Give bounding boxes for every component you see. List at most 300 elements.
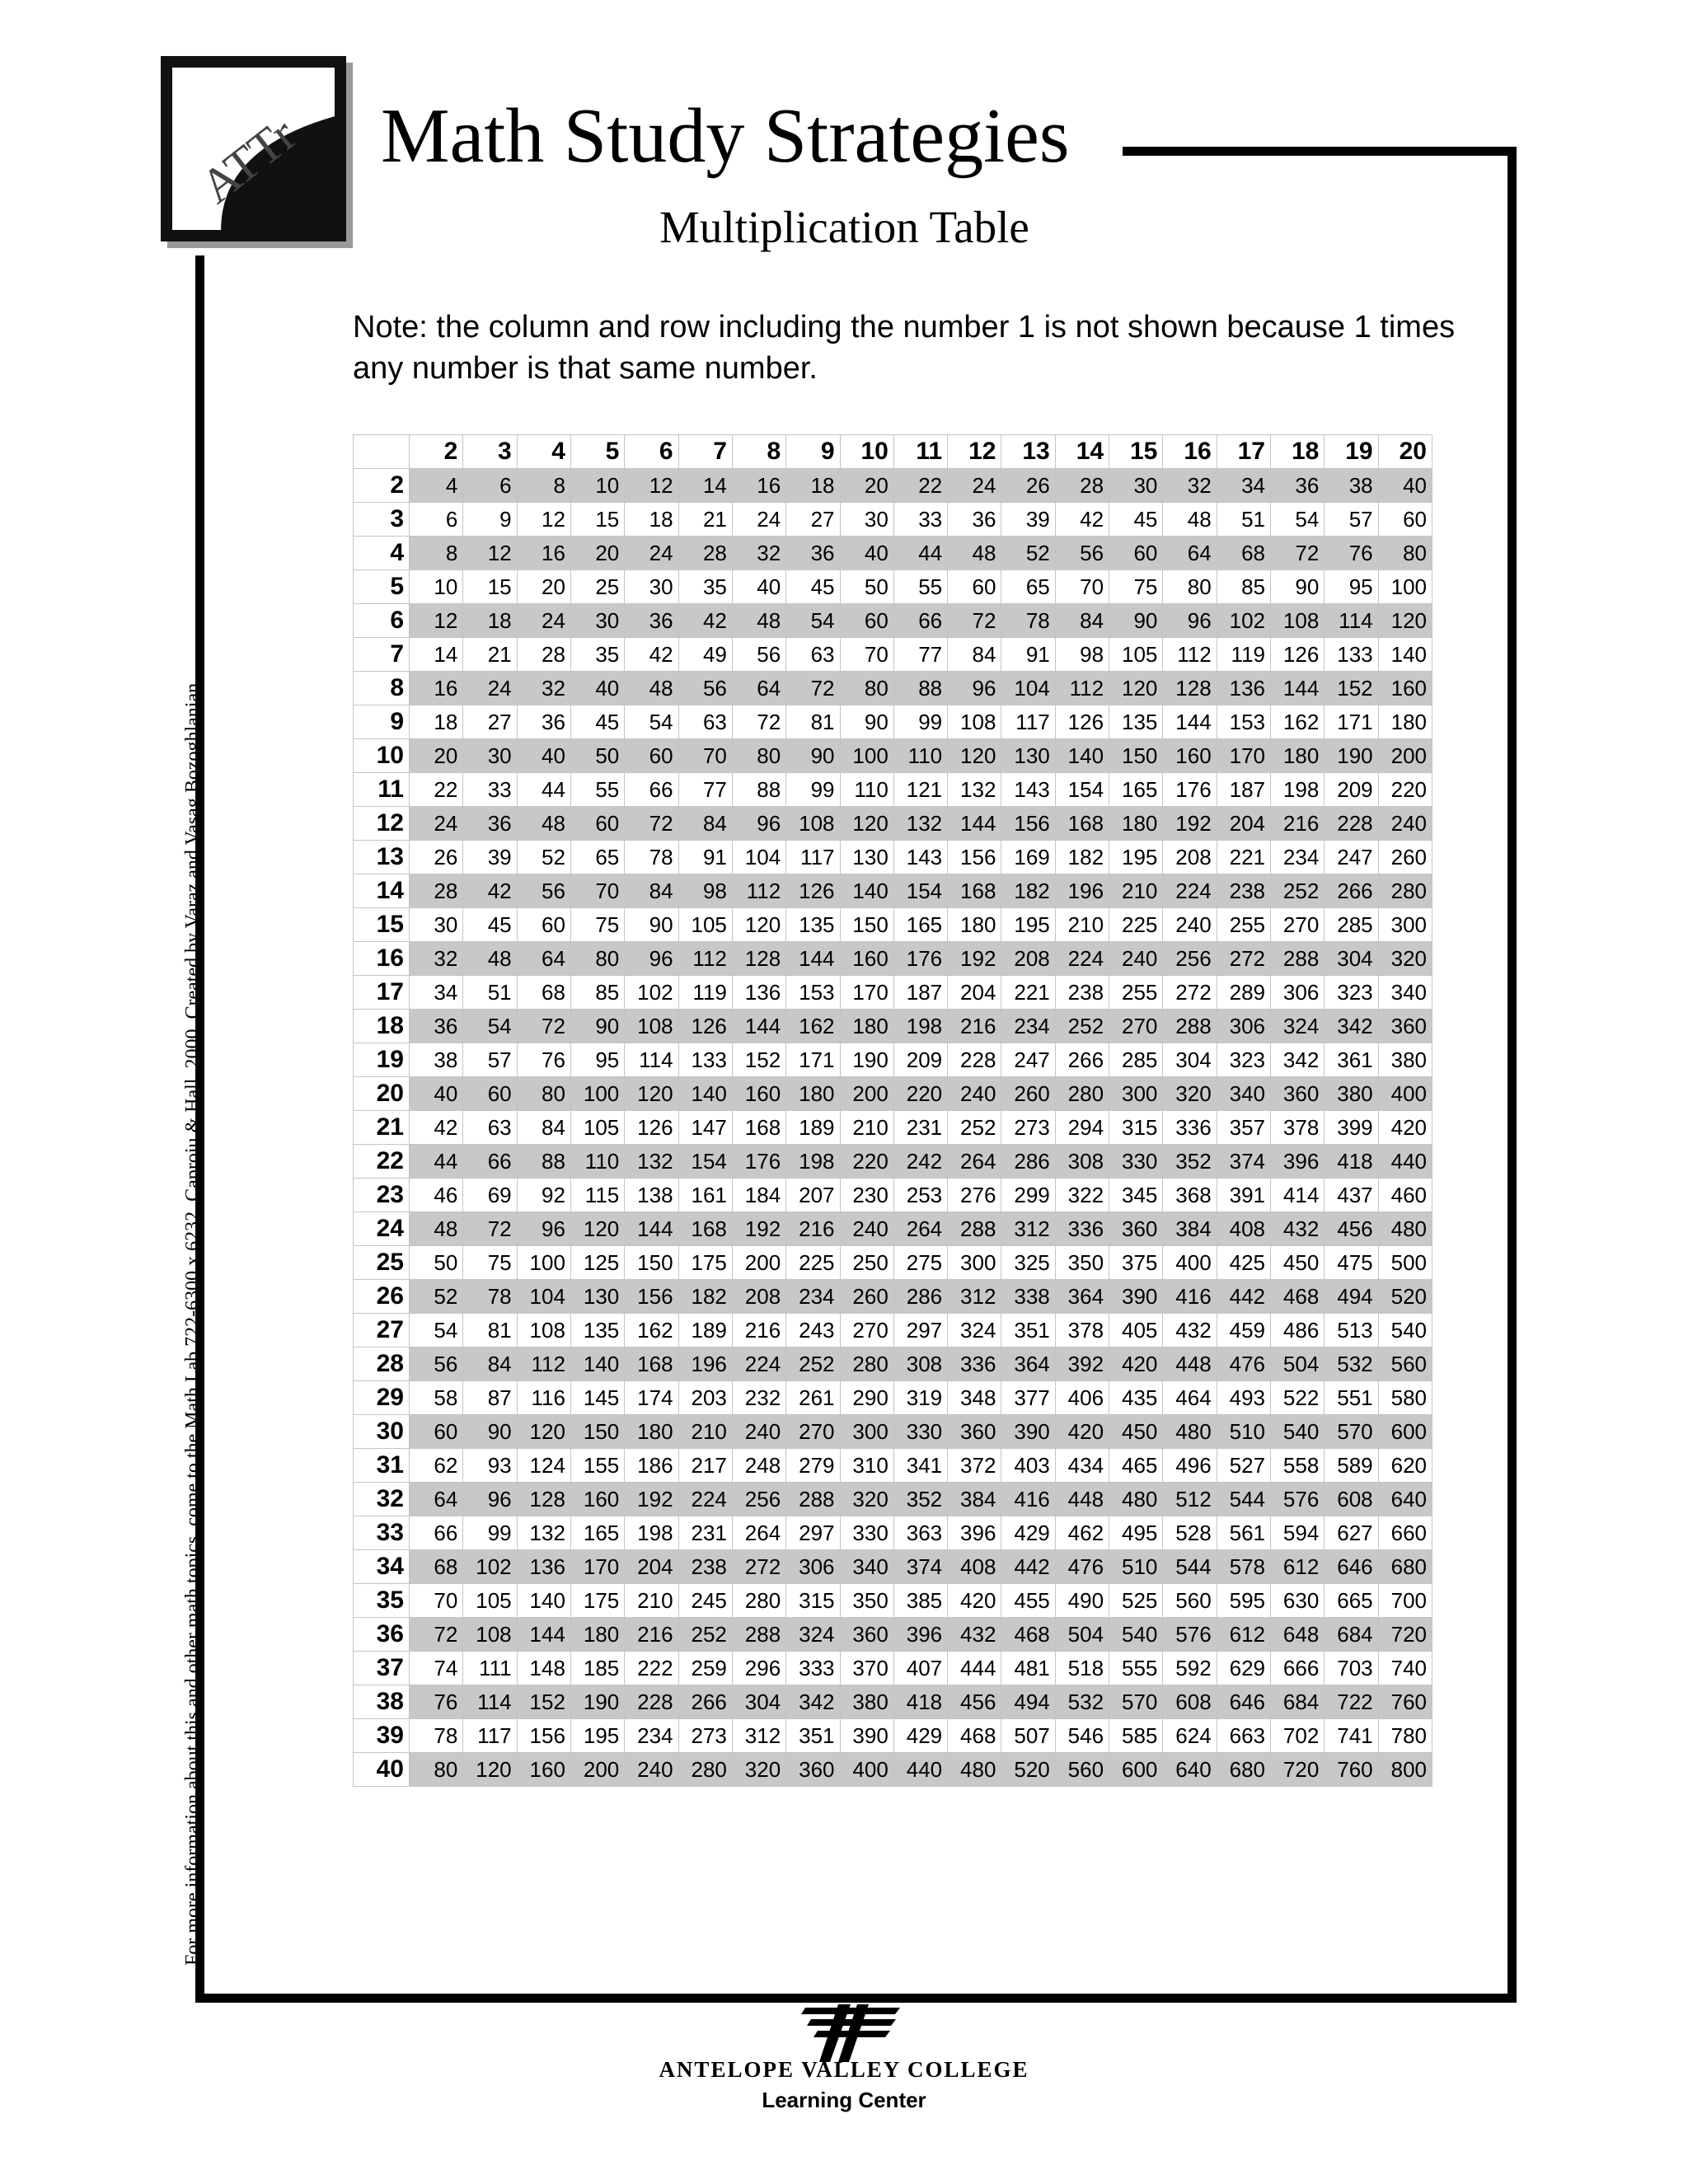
row-header: 24	[354, 1212, 410, 1246]
table-row	[354, 1483, 1432, 1516]
table-cell: 192	[625, 1483, 678, 1516]
table-cell: 176	[893, 942, 947, 976]
table-cell: 130	[840, 841, 893, 874]
table-cell: 342	[1271, 1043, 1325, 1077]
table-cell: 646	[1325, 1550, 1378, 1584]
table-cell: 280	[678, 1753, 732, 1787]
column-header: 3	[463, 435, 517, 469]
table-cell: 522	[1271, 1381, 1325, 1415]
table-cell: 288	[732, 1618, 785, 1652]
table-cell: 60	[625, 739, 678, 773]
table-cell: 288	[948, 1212, 1001, 1246]
table-cell: 132	[948, 773, 1001, 807]
table-cell: 60	[1109, 537, 1163, 570]
table-cell: 150	[625, 1246, 678, 1280]
table-cell: 192	[1163, 807, 1217, 841]
table-cell: 128	[1163, 672, 1217, 705]
table-cell: 76	[1325, 537, 1378, 570]
table-cell: 525	[1109, 1584, 1163, 1618]
table-cell: 306	[1271, 976, 1325, 1010]
table-cell: 75	[570, 908, 624, 942]
table-cell: 280	[1055, 1077, 1109, 1111]
table-cell: 110	[840, 773, 893, 807]
table-row	[354, 672, 1432, 705]
table-cell: 208	[1163, 841, 1217, 874]
table-cell: 399	[1325, 1111, 1378, 1145]
table-cell: 135	[1109, 705, 1163, 739]
table-cell: 325	[1001, 1246, 1055, 1280]
table-cell: 231	[893, 1111, 947, 1145]
table-cell: 299	[1001, 1179, 1055, 1212]
table-cell: 84	[948, 638, 1001, 672]
table-cell: 224	[732, 1347, 785, 1381]
table-cell: 46	[410, 1179, 463, 1212]
table-cell: 72	[410, 1618, 463, 1652]
table-cell: 40	[570, 672, 624, 705]
table-cell: 66	[463, 1145, 517, 1179]
table-cell: 507	[1001, 1719, 1055, 1753]
table-cell: 105	[1109, 638, 1163, 672]
table-row	[354, 807, 1432, 841]
table-cell: 620	[1378, 1449, 1432, 1483]
column-header: 19	[1325, 435, 1378, 469]
table-cell: 15	[463, 570, 517, 604]
table-cell: 504	[1271, 1347, 1325, 1381]
table-cell: 133	[678, 1043, 732, 1077]
table-cell: 429	[893, 1719, 947, 1753]
logo-text: ATTr	[190, 106, 306, 214]
table-row	[354, 503, 1432, 537]
table-cell: 126	[678, 1010, 732, 1043]
table-cell: 396	[948, 1516, 1001, 1550]
table-cell: 230	[840, 1179, 893, 1212]
table-cell: 627	[1325, 1516, 1378, 1550]
table-cell: 144	[625, 1212, 678, 1246]
table-cell: 760	[1378, 1685, 1432, 1719]
table-cell: 4	[410, 469, 463, 503]
table-cell: 80	[1163, 570, 1217, 604]
row-header: 34	[354, 1550, 410, 1584]
column-header: 6	[625, 435, 678, 469]
table-cell: 16	[410, 672, 463, 705]
table-cell: 152	[732, 1043, 785, 1077]
table-row	[354, 1314, 1432, 1347]
table-cell: 140	[1378, 638, 1432, 672]
table-cell: 348	[948, 1381, 1001, 1415]
table-cell: 52	[1001, 537, 1055, 570]
table-cell: 156	[948, 841, 1001, 874]
table-cell: 703	[1325, 1652, 1378, 1685]
table-cell: 98	[678, 874, 732, 908]
table-cell: 266	[1055, 1043, 1109, 1077]
table-cell: 108	[786, 807, 840, 841]
table-cell: 58	[410, 1381, 463, 1415]
table-cell: 740	[1378, 1652, 1432, 1685]
table-cell: 160	[1163, 739, 1217, 773]
table-row	[354, 1584, 1432, 1618]
table-cell: 48	[410, 1212, 463, 1246]
table-cell: 87	[463, 1381, 517, 1415]
table-cell: 500	[1378, 1246, 1432, 1280]
table-cell: 560	[1378, 1347, 1432, 1381]
table-cell: 216	[625, 1618, 678, 1652]
table-cell: 486	[1271, 1314, 1325, 1347]
table-cell: 310	[840, 1449, 893, 1483]
row-header: 27	[354, 1314, 410, 1347]
table-cell: 102	[1217, 604, 1270, 638]
table-cell: 80	[732, 739, 785, 773]
table-cell: 315	[1109, 1111, 1163, 1145]
table-row	[354, 942, 1432, 976]
table-cell: 40	[410, 1077, 463, 1111]
table-cell: 340	[1217, 1077, 1270, 1111]
table-cell: 153	[786, 976, 840, 1010]
table-cell: 42	[625, 638, 678, 672]
table-cell: 24	[410, 807, 463, 841]
table-cell: 252	[786, 1347, 840, 1381]
table-cell: 216	[948, 1010, 1001, 1043]
table-cell: 112	[1055, 672, 1109, 705]
table-cell: 612	[1271, 1550, 1325, 1584]
table-cell: 208	[732, 1280, 785, 1314]
table-cell: 26	[1001, 469, 1055, 503]
table-cell: 308	[1055, 1145, 1109, 1179]
table-cell: 228	[948, 1043, 1001, 1077]
table-cell: 36	[463, 807, 517, 841]
table-cell: 112	[678, 942, 732, 976]
table-cell: 160	[570, 1483, 624, 1516]
table-cell: 252	[1055, 1010, 1109, 1043]
table-cell: 420	[948, 1584, 1001, 1618]
table-cell: 120	[625, 1077, 678, 1111]
table-cell: 380	[840, 1685, 893, 1719]
table-cell: 288	[1271, 942, 1325, 976]
table-cell: 440	[1378, 1145, 1432, 1179]
table-cell: 140	[570, 1347, 624, 1381]
table-cell: 18	[625, 503, 678, 537]
table-cell: 374	[1217, 1145, 1270, 1179]
table-cell: 666	[1271, 1652, 1325, 1685]
table-cell: 468	[1271, 1280, 1325, 1314]
table-cell: 540	[1271, 1415, 1325, 1449]
column-header: 14	[1055, 435, 1109, 469]
table-cell: 261	[786, 1381, 840, 1415]
table-cell: 104	[732, 841, 785, 874]
table-cell: 228	[625, 1685, 678, 1719]
table-cell: 154	[1055, 773, 1109, 807]
table-cell: 114	[625, 1043, 678, 1077]
table-cell: 280	[1378, 874, 1432, 908]
table-cell: 165	[570, 1516, 624, 1550]
table-cell: 168	[625, 1347, 678, 1381]
table-cell: 70	[840, 638, 893, 672]
table-cell: 60	[840, 604, 893, 638]
table-cell: 578	[1217, 1550, 1270, 1584]
table-cell: 57	[1325, 503, 1378, 537]
table-cell: 80	[840, 672, 893, 705]
table-cell: 148	[517, 1652, 570, 1685]
table-cell: 18	[410, 705, 463, 739]
table-cell: 150	[1109, 739, 1163, 773]
table-cell: 30	[463, 739, 517, 773]
table-cell: 330	[840, 1516, 893, 1550]
column-header: 7	[678, 435, 732, 469]
row-header: 10	[354, 739, 410, 773]
table-cell: 570	[1109, 1685, 1163, 1719]
table-cell: 35	[570, 638, 624, 672]
table-cell: 520	[1001, 1753, 1055, 1787]
table-cell: 90	[463, 1415, 517, 1449]
table-cell: 55	[893, 570, 947, 604]
table-cell: 360	[1271, 1077, 1325, 1111]
table-cell: 170	[1217, 739, 1270, 773]
table-cell: 68	[517, 976, 570, 1010]
table-cell: 132	[893, 807, 947, 841]
table-cell: 187	[893, 976, 947, 1010]
table-cell: 8	[517, 469, 570, 503]
table-cell: 285	[1325, 908, 1378, 942]
table-cell: 336	[948, 1347, 1001, 1381]
table-cell: 333	[786, 1652, 840, 1685]
table-cell: 182	[678, 1280, 732, 1314]
table-cell: 390	[1001, 1415, 1055, 1449]
table-cell: 216	[732, 1314, 785, 1347]
table-cell: 54	[786, 604, 840, 638]
frame-right-rule	[1507, 147, 1517, 2003]
table-cell: 400	[1378, 1077, 1432, 1111]
table-cell: 360	[840, 1618, 893, 1652]
table-cell: 140	[1055, 739, 1109, 773]
table-cell: 136	[732, 976, 785, 1010]
table-cell: 351	[1001, 1314, 1055, 1347]
table-cell: 63	[678, 705, 732, 739]
table-cell: 176	[1163, 773, 1217, 807]
table-cell: 200	[732, 1246, 785, 1280]
table-cell: 248	[732, 1449, 785, 1483]
table-cell: 34	[1217, 469, 1270, 503]
table-cell: 38	[1325, 469, 1378, 503]
table-cell: 192	[948, 942, 1001, 976]
table-cell: 14	[410, 638, 463, 672]
table-cell: 32	[732, 537, 785, 570]
table-cell: 52	[410, 1280, 463, 1314]
table-cell: 391	[1217, 1179, 1270, 1212]
table-row	[354, 1179, 1432, 1212]
table-cell: 272	[1217, 942, 1270, 976]
table-cell: 624	[1163, 1719, 1217, 1753]
table-cell: 120	[1109, 672, 1163, 705]
table-cell: 450	[1109, 1415, 1163, 1449]
table-cell: 111	[463, 1652, 517, 1685]
column-header: 17	[1217, 435, 1270, 469]
table-cell: 115	[570, 1179, 624, 1212]
table-cell: 54	[410, 1314, 463, 1347]
table-cell: 434	[1055, 1449, 1109, 1483]
table-cell: 6	[463, 469, 517, 503]
table-cell: 252	[1271, 874, 1325, 908]
table-cell: 240	[948, 1077, 1001, 1111]
table-cell: 30	[1109, 469, 1163, 503]
table-cell: 360	[1109, 1212, 1163, 1246]
table-cell: 190	[570, 1685, 624, 1719]
table-cell: 36	[786, 537, 840, 570]
table-cell: 684	[1271, 1685, 1325, 1719]
table-cell: 112	[732, 874, 785, 908]
table-cell: 780	[1378, 1719, 1432, 1753]
table-cell: 504	[1055, 1618, 1109, 1652]
table-cell: 200	[840, 1077, 893, 1111]
table-cell: 156	[625, 1280, 678, 1314]
table-cell: 238	[1055, 976, 1109, 1010]
table-cell: 222	[625, 1652, 678, 1685]
table-cell: 162	[1271, 705, 1325, 739]
table-cell: 224	[678, 1483, 732, 1516]
table-cell: 30	[625, 570, 678, 604]
table-cell: 464	[1163, 1381, 1217, 1415]
table-cell: 50	[570, 739, 624, 773]
table-cell: 170	[840, 976, 893, 1010]
table-cell: 540	[1378, 1314, 1432, 1347]
table-cell: 432	[1271, 1212, 1325, 1246]
table-cell: 169	[1001, 841, 1055, 874]
table-cell: 56	[678, 672, 732, 705]
table-cell: 400	[840, 1753, 893, 1787]
table-cell: 252	[678, 1618, 732, 1652]
table-cell: 96	[948, 672, 1001, 705]
table-cell: 66	[893, 604, 947, 638]
table-cell: 494	[1325, 1280, 1378, 1314]
table-cell: 270	[786, 1415, 840, 1449]
table-cell: 84	[625, 874, 678, 908]
table-cell: 455	[1001, 1584, 1055, 1618]
table-cell: 540	[1109, 1618, 1163, 1652]
table-cell: 99	[786, 773, 840, 807]
table-cell: 100	[840, 739, 893, 773]
table-cell: 104	[517, 1280, 570, 1314]
table-cell: 121	[893, 773, 947, 807]
table-cell: 210	[1055, 908, 1109, 942]
table-cell: 168	[1055, 807, 1109, 841]
table-cell: 260	[840, 1280, 893, 1314]
table-cell: 589	[1325, 1449, 1378, 1483]
table-cell: 480	[1163, 1415, 1217, 1449]
table-cell: 16	[732, 469, 785, 503]
table-cell: 280	[732, 1584, 785, 1618]
row-header: 37	[354, 1652, 410, 1685]
table-cell: 234	[1001, 1010, 1055, 1043]
table-cell: 80	[570, 942, 624, 976]
table-cell: 10	[570, 469, 624, 503]
table-cell: 140	[517, 1584, 570, 1618]
table-cell: 130	[570, 1280, 624, 1314]
table-cell: 680	[1217, 1753, 1270, 1787]
table-cell: 133	[1325, 638, 1378, 672]
table-cell: 255	[1109, 976, 1163, 1010]
table-cell: 560	[1055, 1753, 1109, 1787]
table-row	[354, 1415, 1432, 1449]
table-cell: 156	[1001, 807, 1055, 841]
table-cell: 60	[1378, 503, 1432, 537]
table-cell: 81	[463, 1314, 517, 1347]
table-cell: 42	[410, 1111, 463, 1145]
row-header: 23	[354, 1179, 410, 1212]
table-cell: 320	[732, 1753, 785, 1787]
table-cell: 112	[517, 1347, 570, 1381]
table-cell: 196	[1055, 874, 1109, 908]
column-header: 10	[840, 435, 893, 469]
table-cell: 57	[463, 1043, 517, 1077]
table-cell: 322	[1055, 1179, 1109, 1212]
table-cell: 416	[1163, 1280, 1217, 1314]
college-logo	[793, 2004, 908, 2062]
table-cell: 36	[948, 503, 1001, 537]
table-cell: 175	[570, 1584, 624, 1618]
table-cell: 20	[517, 570, 570, 604]
table-cell: 10	[410, 570, 463, 604]
table-cell: 28	[410, 874, 463, 908]
table-cell: 50	[410, 1246, 463, 1280]
table-cell: 496	[1163, 1449, 1217, 1483]
table-cell: 96	[463, 1483, 517, 1516]
table-cell: 384	[948, 1483, 1001, 1516]
table-cell: 56	[1055, 537, 1109, 570]
table-cell: 84	[1055, 604, 1109, 638]
table-cell: 576	[1271, 1483, 1325, 1516]
table-cell: 320	[1378, 942, 1432, 976]
table-row	[354, 1077, 1432, 1111]
table-cell: 480	[1109, 1483, 1163, 1516]
table-cell: 680	[1378, 1550, 1432, 1584]
note-text: Note: the column and row including the number 1 is not shown because 1 times any number is that same number.	[353, 310, 1456, 386]
table-cell: 352	[893, 1483, 947, 1516]
page-title: Math Study Strategies	[381, 93, 1070, 179]
frame-bottom-rule	[195, 1994, 1517, 2003]
table-cell: 21	[463, 638, 517, 672]
table-cell: 240	[625, 1753, 678, 1787]
table-cell: 465	[1109, 1449, 1163, 1483]
table-cell: 475	[1325, 1246, 1378, 1280]
table-cell: 242	[893, 1145, 947, 1179]
table-row	[354, 874, 1432, 908]
table-cell: 143	[1001, 773, 1055, 807]
table-cell: 448	[1163, 1347, 1217, 1381]
table-cell: 64	[1163, 537, 1217, 570]
table-cell: 216	[1271, 807, 1325, 841]
table-cell: 324	[1271, 1010, 1325, 1043]
table-cell: 390	[1109, 1280, 1163, 1314]
table-cell: 195	[1001, 908, 1055, 942]
table-cell: 130	[1001, 739, 1055, 773]
table-cell: 52	[517, 841, 570, 874]
table-cell: 300	[840, 1415, 893, 1449]
table-cell: 114	[1325, 604, 1378, 638]
row-header: 30	[354, 1415, 410, 1449]
table-cell: 42	[1055, 503, 1109, 537]
table-cell: 800	[1378, 1753, 1432, 1787]
table-cell: 495	[1109, 1516, 1163, 1550]
table-cell: 360	[948, 1415, 1001, 1449]
table-cell: 105	[463, 1584, 517, 1618]
table-cell: 260	[1378, 841, 1432, 874]
table-cell: 12	[463, 537, 517, 570]
row-header: 15	[354, 908, 410, 942]
table-cell: 42	[463, 874, 517, 908]
table-cell: 128	[517, 1483, 570, 1516]
table-row	[354, 773, 1432, 807]
table-cell: 28	[1055, 469, 1109, 503]
table-cell: 437	[1325, 1179, 1378, 1212]
table-cell: 200	[1378, 739, 1432, 773]
